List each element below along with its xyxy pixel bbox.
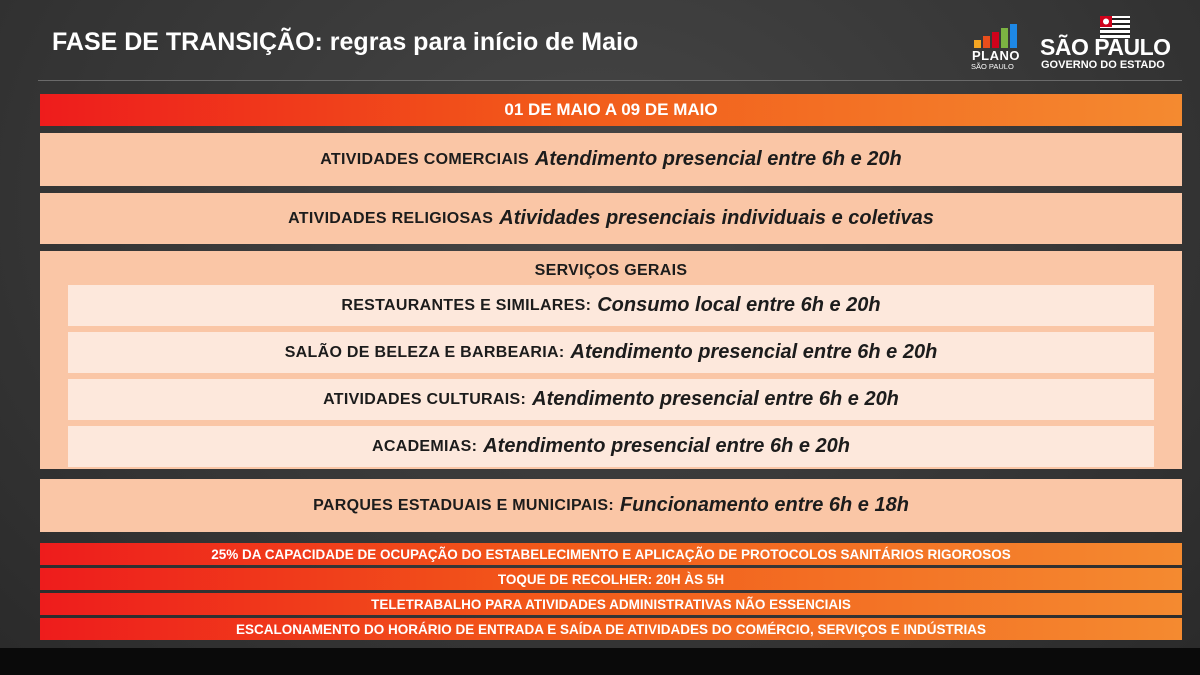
sub-rule-culturais (68, 379, 1154, 420)
general-rule-escalonamento: ESCALONAMENTO DO HORÁRIO DE ENTRADA E SAÍDA DE ATIVIDADES DO COMÉRCIO, SERVIÇOS E INDÚSTRIAS (40, 618, 1182, 640)
slide-header (0, 0, 1200, 82)
rule-box-comercial (40, 133, 1182, 186)
rule-text: Consumo local entre 6h e 20h (597, 294, 881, 316)
governo-sp-logo (1036, 16, 1186, 72)
rule-category: ATIVIDADES CULTURAIS: (323, 390, 527, 408)
rule-text: Atividades presenciais individuais e coletivas (499, 207, 934, 229)
servicos-title: SERVIÇOS GERAIS (534, 262, 688, 279)
sp-logo-name: SÃO PAULO (1040, 34, 1171, 60)
sub-rule-restaurantes (68, 285, 1154, 326)
general-rule-capacidade: 25% DA CAPACIDADE DE OCUPAÇÃO DO ESTABELECIMENTO E APLICAÇÃO DE PROTOCOLOS SANITÁRIOS RIGOROSOS (40, 543, 1182, 565)
period-banner: 01 DE MAIO A 09 DE MAIO (40, 94, 1182, 126)
rule-category: PARQUES ESTADUAIS E MUNICIPAIS: (313, 496, 614, 514)
rule-text: Atendimento presencial entre 6h e 20h (570, 341, 938, 363)
slide-title: FASE DE TRANSIÇÃO: regras para início de Maio (52, 28, 639, 56)
rule-box-religiosa (40, 193, 1182, 244)
plano-sao-paulo-logo (968, 22, 1026, 72)
rule-category: ACADEMIAS: (372, 437, 478, 455)
rule-box-servicos-gerais (40, 251, 1182, 469)
sub-rule-academias (68, 426, 1154, 467)
rule-box-parques (40, 479, 1182, 532)
header-divider (38, 80, 1182, 81)
general-rule-teletrabalho: TELETRABALHO PARA ATIVIDADES ADMINISTRATIVAS NÃO ESSENCIAIS (40, 593, 1182, 615)
rule-text: Atendimento presencial entre 6h e 20h (532, 388, 899, 410)
sp-logo-sub: GOVERNO DO ESTADO (1041, 59, 1165, 71)
plano-logo-sub: SÃO PAULO (971, 62, 1014, 71)
plano-bars-icon (974, 24, 1022, 48)
rule-text: Atendimento presencial entre 6h e 20h (534, 148, 902, 170)
rule-category: RESTAURANTES E SIMILARES: (341, 296, 592, 314)
sub-rule-salao (68, 332, 1154, 373)
rule-category: ATIVIDADES COMERCIAIS (320, 150, 529, 168)
bottom-bar (0, 648, 1200, 675)
general-rule-toque: TOQUE DE RECOLHER: 20H ÀS 5H (40, 568, 1182, 590)
rule-text: Atendimento presencial entre 6h e 20h (483, 435, 850, 457)
plano-logo-name: PLANO (972, 48, 1020, 63)
rule-category: ATIVIDADES RELIGIOSAS (288, 209, 494, 227)
rule-text: Funcionamento entre 6h e 18h (619, 494, 909, 516)
rule-category: SALÃO DE BELEZA E BARBEARIA: (284, 343, 565, 361)
